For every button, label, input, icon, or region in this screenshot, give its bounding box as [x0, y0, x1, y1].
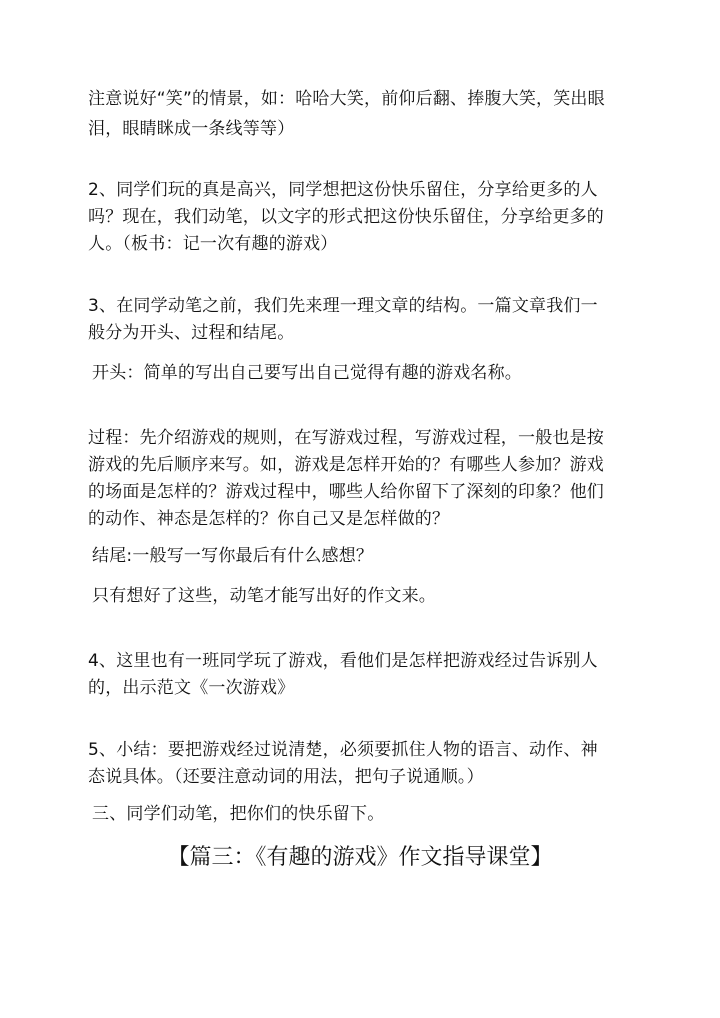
paragraph-line: 5、小结：要把游戏经过说清楚，必须要抓住人物的语言、动作、神: [88, 740, 598, 760]
paragraph-line: 泪，眼睛眯成一条线等等）: [88, 119, 295, 139]
paragraph-line: 注意说好“笑”的情景，如：哈哈大笑，前仰后翻、捧腹大笑，笑出眼: [88, 89, 605, 109]
paragraph-line: 人。（板书：记一次有趣的游戏）: [88, 234, 338, 254]
paragraph-line: 吗？现在，我们动笔，以文字的形式把这份快乐留住，分享给更多的: [88, 207, 604, 227]
paragraph-line: 只有想好了这些，动笔才能写出好的作文来。: [92, 586, 436, 606]
paragraph-line: 开头：简单的写出自己要写出自己觉得有趣的游戏名称。: [92, 363, 522, 383]
paragraph-line: 过程：先介绍游戏的规则，在写游戏过程，写游戏过程，一般也是按: [88, 428, 604, 448]
paragraph-line: 的，出示范文《一次游戏》: [88, 678, 295, 698]
paragraph-line: 的场面是怎样的？游戏过程中，哪些人给你留下了深刻的印象？他们: [88, 482, 604, 502]
paragraph-line: 般分为开头、过程和结尾。: [88, 323, 295, 343]
paragraph-line: 4、这里也有一班同学玩了游戏，看他们是怎样把游戏经过告诉别人: [88, 651, 598, 671]
section-heading: 【篇三：《有趣的游戏》作文指导课堂】: [167, 845, 553, 870]
paragraph-line: 2、同学们玩的真是高兴，同学想把这份快乐留住，分享给更多的人: [88, 180, 598, 200]
paragraph-line: 3、在同学动笔之前，我们先来理一理文章的结构。一篇文章我们一: [88, 296, 598, 316]
paragraph-line: 的动作、神态是怎样的？你自己又是怎样做的？: [88, 509, 450, 529]
paragraph-line: 态说具体。（还要注意动词的用法，把句子说通顺。）: [88, 767, 484, 787]
paragraph-line: 游戏的先后顺序来写。如，游戏是怎样开始的？有哪些人参加？游戏: [88, 455, 604, 475]
paragraph-line: 结尾:一般写一写你最后有什么感想？: [92, 546, 374, 566]
paragraph-line: 三、同学们动笔，把你们的快乐留下。: [92, 804, 385, 824]
